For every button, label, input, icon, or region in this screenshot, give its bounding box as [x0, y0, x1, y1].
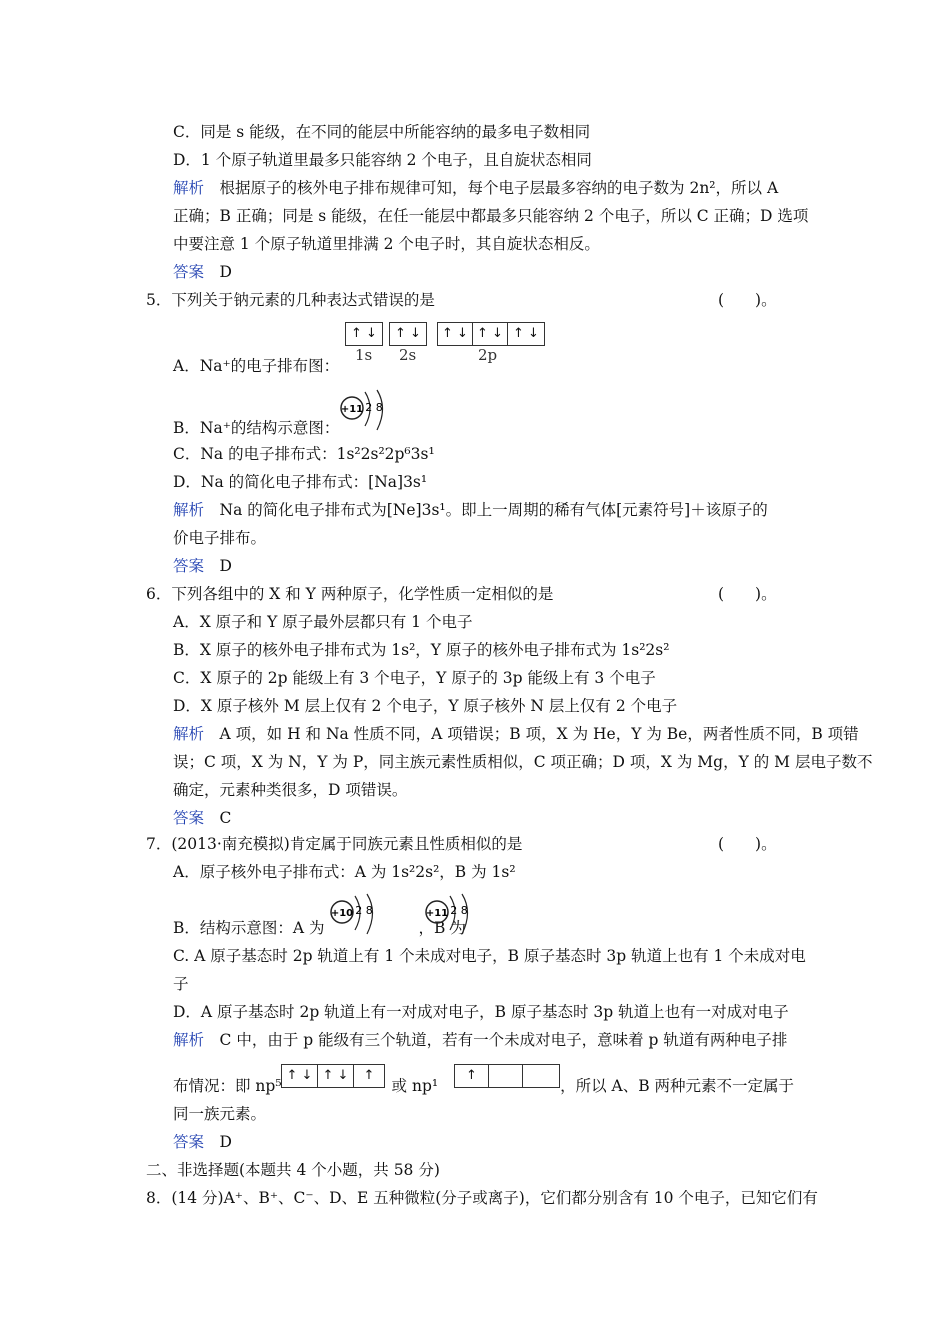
q4-answer	[173, 262, 232, 282]
jiexi-label: 解析	[173, 725, 205, 743]
q7-option-b	[173, 918, 466, 938]
atom-a-structure-diagram	[328, 892, 388, 936]
q5-option-a: A．Na⁺的电子排布图：	[173, 357, 340, 375]
q5-option-d-label: D．Na 的简化电子排布式：	[173, 473, 369, 491]
orbital-2s	[389, 322, 427, 346]
orbital-box	[523, 1065, 559, 1087]
q7-option-c-line2: 子	[173, 975, 189, 993]
orbital-label-2p: 2p	[478, 346, 498, 364]
orbital-box: ↑ ↓	[473, 323, 508, 345]
q4-explanation-line1	[173, 178, 778, 198]
q5-stem: 5．下列关于钠元素的几种表达式错误的是	[146, 291, 435, 309]
q7-option-b-mid: ，B 为	[418, 919, 466, 937]
orbital-box: ↑ ↓	[513, 326, 539, 341]
q6-answer-value: C	[219, 809, 232, 827]
answer-label: 答案	[173, 557, 205, 575]
q5-option-c	[173, 444, 435, 464]
orbital-label-1s: 1s	[355, 346, 373, 364]
q4-option-d: D．1 个原子轨道里最多只能容纳 2 个电子，且自旋状态相同	[173, 151, 592, 169]
q7-option-a: A．原子核外电子排布式：A 为 1s²2s²，B 为 1s²	[173, 863, 516, 881]
q6-answer	[173, 808, 231, 828]
q5-answer-blank: ( )。	[718, 291, 777, 309]
q5-answer	[173, 556, 232, 576]
orbital-box: ↑ ↓	[282, 1065, 318, 1087]
q4-answer-value: D	[219, 263, 232, 281]
q5-option-d-value: [Na]3s¹	[368, 473, 428, 491]
electron-shell-counts: 2 8	[450, 904, 468, 917]
q6-explanation-line2: 误；C 项，X 为 N，Y 为 P，同主族元素性质相似，C 项正确；D 项，X 为 Mg，Y 的 M 层电子数不	[173, 753, 873, 771]
orbital-2p	[437, 322, 545, 346]
jiexi-label: 解析	[173, 501, 205, 519]
orbital-box: ↑	[363, 1068, 375, 1083]
q7-exp1-text: C 中，由于 p 能级有三个轨道，若有一个未成对电子，意味着 p 轨道有两种电子排	[219, 1031, 788, 1049]
na-ion-structure-diagram	[338, 388, 398, 434]
q5-option-c-value: 1s²2s²2p⁶3s¹	[336, 445, 435, 463]
q7-option-d: D．A 原子基态时 2p 轨道上有一对成对电子，B 原子基态时 3p 轨道上也有一对成对电子	[173, 1003, 789, 1021]
q5-exp1-text: Na 的简化电子排布式为[Ne]3s¹。即上一周期的稀有气体[元素符号]＋该原子的	[219, 501, 768, 519]
q7-answer-blank: ( )。	[718, 835, 777, 853]
q6-option-b: B．X 原子的核外电子排布式为 1s²，Y 原子的核外电子排布式为 1s²2s²	[173, 641, 670, 659]
q7-answer-value: D	[219, 1133, 232, 1151]
answer-label: 答案	[173, 263, 205, 281]
q5-option-d	[173, 472, 427, 492]
answer-label: 答案	[173, 1133, 205, 1151]
q7-option-b-label: B．结构示意图：A 为	[173, 919, 325, 937]
electron-shell-counts: 2 8	[355, 904, 373, 917]
q7-option-c-line1: C. A 原子基态时 2p 轨道上有 1 个未成对电子，B 原子基态时 3p 轨道上也有 1 个未成对电	[173, 947, 806, 965]
q7-exp2-tail: ，所以 A、B 两种元素不一定属于	[560, 1077, 795, 1095]
orbital-box: ↑	[455, 1065, 489, 1087]
q6-option-a: A．X 原子和 Y 原子最外层都只有 1 个电子	[173, 613, 473, 631]
orbital-box: ↑ ↓	[351, 326, 377, 341]
orbital-box	[489, 1065, 523, 1087]
orbital-box: ↑ ↓	[318, 1065, 354, 1087]
q5-explanation-line1	[173, 500, 768, 520]
atom-b-structure-diagram	[423, 892, 483, 936]
q4-explanation-line3: 中要注意 1 个原子轨道里排满 2 个电子时，其自旋状态相反。	[173, 235, 600, 253]
q6-exp1-text: A 项，如 H 和 Na 性质不同，A 项错误；B 项，X 为 He，Y 为 Be，两者性质不同，B 项错	[219, 725, 859, 743]
q4-explanation-line2: 正确；B 正确；同是 s 能级，在任一能层中都最多只能容纳 2 个电子，所以 C 正确；D 选项	[173, 207, 809, 225]
jiexi-label: 解析	[173, 1031, 205, 1049]
np5-label: 布情况：即 np⁵	[173, 1077, 282, 1095]
section-heading: 二、非选择题(本题共 4 个小题，共 58 分)	[146, 1161, 440, 1179]
q6-option-c: C．X 原子的 2p 能级上有 3 个电子，Y 原子的 3p 能级上有 3 个电子	[173, 669, 656, 687]
q5-option-c-label: C．Na 的电子排布式：	[173, 445, 337, 463]
q8-stem: 8．(14 分)A⁺、B⁺、C⁻、D、E 五种微粒(分子或离子)，它们都分别含有 10 个电子，已知它们有	[146, 1189, 818, 1207]
q7-stem: 7．(2013·南充模拟)肯定属于同族元素且性质相似的是	[146, 835, 523, 853]
q6-explanation-line3: 确定，元素种类很多，D 项错误。	[173, 781, 408, 799]
orbital-label-2s: 2s	[399, 346, 417, 364]
np1-orbital-boxes	[454, 1064, 560, 1088]
answer-label: 答案	[173, 809, 205, 827]
jiexi-label: 解析	[173, 179, 205, 197]
q6-stem: 6．下列各组中的 X 和 Y 两种原子，化学性质一定相似的是	[146, 585, 554, 603]
nucleus-charge: +10	[330, 908, 354, 919]
electron-shell-counts: 2 8	[365, 401, 383, 414]
nucleus-charge: +11	[425, 908, 449, 919]
np1-label: 或 np¹	[391, 1077, 439, 1095]
q7-answer	[173, 1132, 232, 1152]
q5-answer-value: D	[219, 557, 232, 575]
q5-explanation-line2: 价电子排布。	[173, 529, 267, 547]
q4-option-c: C．同是 s 能级，在不同的能层中所能容纳的最多电子数相同	[173, 123, 591, 141]
q6-explanation-line1	[173, 724, 859, 744]
q6-option-d: D．X 原子核外 M 层上仅有 2 个电子，Y 原子核外 N 层上仅有 2 个电子	[173, 697, 678, 715]
orbital-1s	[345, 322, 383, 346]
orbital-box: ↑ ↓	[395, 326, 421, 341]
q7-explanation-line3: 同一族元素。	[173, 1105, 267, 1123]
q7-explanation-line1	[173, 1030, 787, 1050]
nucleus-charge: +11	[340, 404, 364, 415]
q5-option-b: B．Na⁺的结构示意图：	[173, 419, 340, 437]
q4-exp1-text: 根据原子的核外电子排布规律可知，每个电子层最多容纳的电子数为 2n²，所以 A	[219, 179, 779, 197]
np5-orbital-boxes	[281, 1064, 385, 1088]
q6-answer-blank: ( )。	[718, 585, 777, 603]
orbital-box: ↑ ↓	[438, 323, 473, 345]
